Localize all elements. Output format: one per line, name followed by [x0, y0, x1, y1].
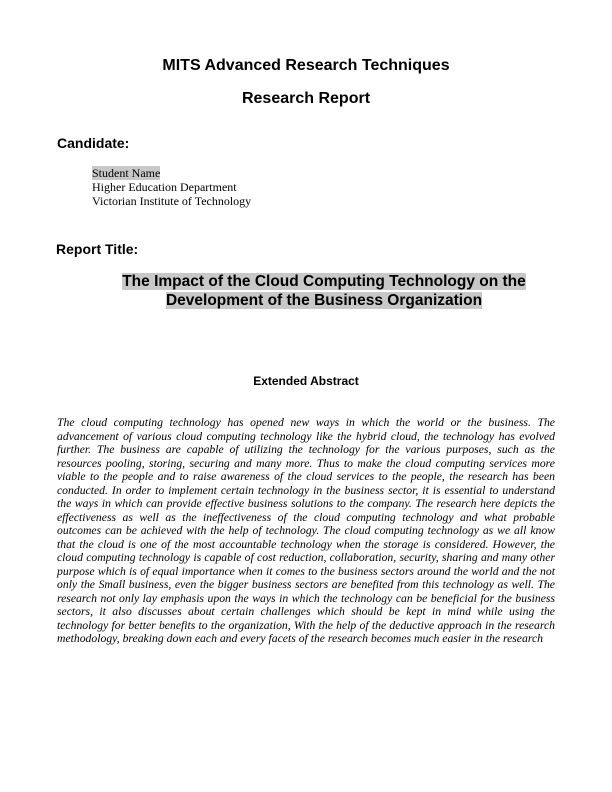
abstract-body: The cloud computing technology has opened new ways in which the world or the business. The advancement of various cloud computing technology like the hybrid cloud, the technology has evolved further. The business are capable of utilizing the technology for the various purposes, such as the resources pooling, storing, securing and many more. Thus to make the cloud computing services more viable to the people and to raise awareness of the cloud services to the people, the research has been conducted. In order to implement certain technology in the business sector, it is essential to understand the ways in which can provide effective business solutions to the company. The research here depicts the effectiveness as well as the ineffectiveness of the cloud computing technology and what probable outcomes can be achieved with the help of technology. The cloud computing technology as we all know that the cloud is one of the most accountable technology when the storage is considered. However, the cloud computing technology is capable of cost reduction, collaboration, security, sharing and many other purpose which is of equal importance when it comes to the business sectors around the world and the not only the Small business, even the bigger business sectors are benefited from this technology as well. The research not only lay emphasis upon the ways in which the technology can be beneficial for the business sectors, it also discusses about certain challenges which should be kept in mind while using the technology for better benefits to the organization, With the help of the deductive approach in the research methodology, breaking down each and every facets of the research becomes much easier in the research — [57, 416, 555, 645]
report-title: The Impact of the Cloud Computing Technology on the Development of the Business Organization — [122, 273, 526, 309]
candidate-name-line — [92, 166, 251, 180]
candidate-details — [92, 166, 251, 208]
candidate-name: Student Name — [92, 166, 161, 180]
report-title-label: Report Title: — [56, 241, 139, 257]
report-title-block — [100, 272, 548, 310]
candidate-department: Higher Education Department — [92, 180, 237, 194]
abstract-heading: Extended Abstract — [253, 374, 359, 388]
document-title: MITS Advanced Research Techniques — [162, 57, 450, 74]
document-subtitle: Research Report — [241, 90, 371, 107]
candidate-institute: Victorian Institute of Technology — [92, 194, 252, 208]
candidate-label: Candidate: — [57, 135, 130, 151]
